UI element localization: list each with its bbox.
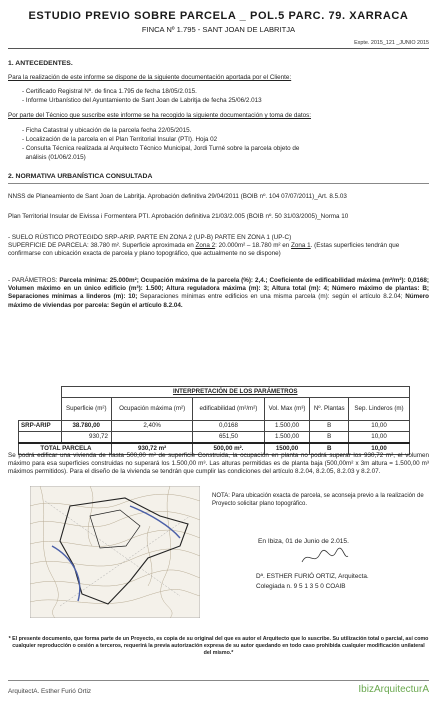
topographic-map-image: [30, 486, 200, 618]
table-row: [19, 421, 410, 432]
location-map: [30, 486, 200, 618]
tech-docs-intro: Por parte del Técnico que suscribe este informe se ha recogido la siguiente documentación y toma de datos:: [8, 112, 312, 119]
table-cell: [111, 432, 192, 444]
client-doc-item: - Certificado Registral Nº. de finca 1.795 de fecha 18/05/2.015.: [22, 88, 197, 95]
table-cell: 930,72 m²: [111, 443, 192, 455]
table-cell: 500,00 m².: [193, 443, 264, 455]
table-cell: B: [310, 421, 349, 432]
table-header: Nº. Plantas: [310, 398, 349, 421]
land-classification: - SUELO RÚSTICO PROTEGIDO SRP-ARIP. PARTE EN ZONA 2 (UP-B) PARTE EN ZONA 1 (UP-C): [8, 234, 292, 241]
table-header: Sep. Linderos (m): [349, 398, 410, 421]
building-conditions-paragraph: Se podrá edificar una vivienda de hasta 500,00 m² de superficie Construida, la ocupación en planta no podrá superar los 930,72 m², el volumen máximo para esa superficies construidas no superará los 1.500,00 m³. Las alturas permitidas es de planta baja (500,00m² x 3m altura = 1.500,00 m³ máximos permitidos). Para el diseño de la vivienda se tendrán que cumplir las condiciones del artículo 8.2.04, 8.2.05, 8.2.03 y 8.2.07.: [8, 452, 429, 476]
pti-reference: Plan Territorial Insular de Eivissa i Formentera PTI. Aprobación definitiva 21/03/2.005 (BOIB nº. 50 31/03/2005)_Norma 10: [8, 213, 349, 220]
plot-surface-text: SUPERFICIE DE PARCELA: 38.780 m². Superficie aproximada en Zona 2: 20.000m² – 18.780 m² en Zona 1. (Estas superficies tendrán que confirmarse con ubicación exacta de parcela y plano topográfico, que actualmente no se dispone): [8, 242, 400, 258]
footer-author: ArquitectA. Esther Furió Ortiz: [8, 688, 92, 695]
parameters-table: [18, 386, 410, 455]
table-cell: B: [310, 443, 349, 455]
section-2-divider: [8, 183, 429, 184]
table-cell: B: [310, 432, 349, 444]
parameters-text: - PARÁMETROS: Parcela mínima: 25.000m²; Ocupación máxima de la parcela (%): 2,4.; Coeficiente de edificabilidad máxima (m²/m²): 0,0168; Volumen máximo en un único edificio (m³): 1.500; Altura reguladora máxima (m): 3; Altura total (m): 4; Número máximo de plantas: B; Separaciones mínimas a linderos (m): 10; Separaciones mínimas entre edificios en una misma parcela (m): según el artículo 8.2.04; Número máximo de viviendas por parcela: Según el artículo 8.2.04.: [8, 277, 430, 309]
table-cell: 651,50: [193, 432, 264, 444]
header-divider: [8, 48, 429, 49]
tech-doc-item: análisis (01/06/2.015): [22, 154, 86, 161]
table-header: Superficie (m²): [61, 398, 111, 421]
nnss-reference: NNSS de Planeamiento de Sant Joan de Labritja. Aprobación definitiva 29/04/2011 (BOIB nº. 104 07/07/2011)_Art. 8.5.03: [8, 193, 347, 200]
zone-label: SRP-ARIP: [19, 421, 62, 432]
total-label: TOTAL PARCELA: [19, 443, 112, 455]
table-caption: INTERPRETACIÓN DE LOS PARÁMETROS: [61, 387, 410, 398]
college-number: Colegiada n. 9 5 1 3 5 0 COAIB: [256, 583, 346, 590]
table-header: edificabilidad (m²/m²): [193, 398, 264, 421]
table-cell: 2,40%: [111, 421, 192, 432]
client-docs-intro: Para la realización de este informe se dispone de la siguiente documentación aportada por el Cliente:: [8, 74, 292, 81]
table-cell: 10,00: [349, 421, 410, 432]
section-1-heading: 1. ANTECEDENTES.: [8, 60, 73, 67]
tech-doc-item: - Ficha Catastral y ubicación de la parcela fecha 22/05/2015.: [22, 127, 192, 134]
table-cell: 1.500,00: [264, 421, 310, 432]
file-reference: Expte. 2015_121 _JUNIO 2015: [354, 40, 429, 46]
section-2-heading: 2. NORMATIVA URBANÍSTICA CONSULTADA: [8, 173, 153, 180]
copyright-footnote: * El presente documento, que forma parte de un Proyecto, es copia de su original del que es autor el Arquitecto que lo suscribe. Su utilización total o parcial, así como cualquier reproducción o cesión a terceros, requerirá la previa autorización expresa de su autor quedando en todo caso prohibida cualquier modificación unilateral del mismo.*: [8, 636, 429, 656]
architect-name: Dª. ESTHER FURIÓ ORTIZ, Arquitecta.: [256, 573, 369, 580]
table-header: Vol. Max (m³): [264, 398, 310, 421]
footer-brand-logo: IbizArquitecturA: [358, 684, 429, 695]
table-cell: 1.500,00: [264, 432, 310, 444]
footer-divider: [8, 680, 429, 681]
table-row: [19, 432, 410, 444]
place-date: En Ibiza, 01 de Junio de 2.015.: [258, 538, 349, 545]
tech-doc-item: - Consulta Técnica realizada al Arquitecto Técnico Municipal, Jordi Turné sobre la parcela objeto de: [22, 145, 300, 152]
document-subtitle: FINCA Nº 1.795 - SANT JOAN DE LABRITJA: [141, 25, 296, 34]
document-title: ESTUDIO PREVIO SOBRE PARCELA _ POL.5 PARC. 79. XARRACA: [28, 10, 409, 22]
table-cell: 38.780,00: [61, 421, 111, 432]
table-cell: 10,00: [349, 443, 410, 455]
table-cell: 10,00: [349, 432, 410, 444]
signature-image: [300, 546, 350, 568]
table-cell: 0,0168: [193, 421, 264, 432]
table-cell: 1500,00: [264, 443, 310, 455]
table-cell: 930,72: [61, 432, 111, 444]
tech-doc-item: - Localización de la parcela en el Plan Territorial Insular (PTI). Hoja 02: [22, 136, 218, 143]
client-doc-item: - Informe Urbanístico del Ayuntamiento de Sant Joan de Labritja de fecha 25/06/2.013: [22, 97, 262, 104]
table-header: Ocupación máxima (m²): [111, 398, 192, 421]
topographic-note: NOTA: Para ubicación exacta de parcela, se aconseja previo a la realización de Proyecto solicitar plano topográfico.: [212, 493, 424, 507]
